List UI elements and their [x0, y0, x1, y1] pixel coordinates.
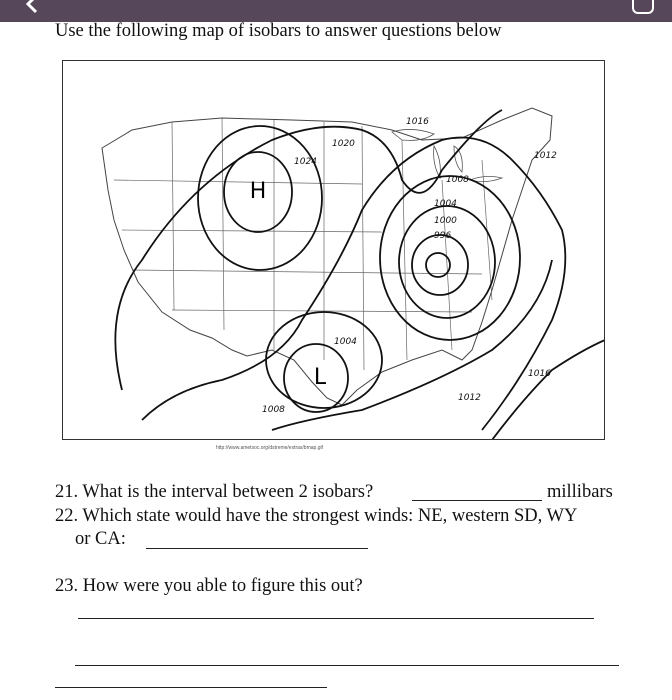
question-21-suffix: millibars [547, 482, 613, 502]
isobar-label: 1004 [334, 337, 357, 347]
square-icon[interactable] [632, 0, 654, 14]
isobar-label: 1020 [332, 139, 355, 149]
isobar-label: 1016 [528, 369, 551, 379]
isobar-label: 996 [434, 231, 452, 241]
question-22-line1: 22. Which state would have the strongest winds: NE, western SD, WY [55, 506, 578, 526]
high-pressure-symbol: H [249, 179, 267, 204]
question-23-answer-line[interactable] [78, 618, 594, 619]
top-bar [0, 0, 672, 22]
isobar-map [62, 60, 605, 440]
question-22-answer-blank[interactable] [146, 548, 368, 549]
isobar-label: 1012 [534, 151, 557, 161]
isobar-label: 1008 [262, 405, 285, 415]
isobar-label: 1000 [434, 216, 457, 226]
question-21: 21. What is the interval between 2 isobars? [55, 482, 374, 502]
question-21-answer-blank[interactable] [412, 500, 542, 501]
map-source-url: http://www.ametsoc.org/dstreme/extras/bmap.gif [216, 445, 323, 451]
question-22-line2: or CA: [75, 529, 126, 549]
question-23-answer-line[interactable] [75, 665, 619, 666]
isobar-label: 1004 [434, 199, 457, 209]
isobar-label: 1012 [458, 393, 481, 403]
isobar-label: 1016 [406, 117, 429, 127]
isobar-label: 1008 [446, 175, 469, 185]
isobar-label: 1024 [294, 157, 317, 167]
instruction-text: Use the following map of isobars to answer questions below [55, 21, 502, 41]
chevron-left-icon[interactable] [22, 0, 42, 14]
low-pressure-symbol: L [313, 365, 327, 390]
question-23: 23. How were you able to figure this out? [55, 576, 363, 596]
map-frame [62, 60, 605, 440]
question-23-answer-line[interactable] [55, 687, 327, 688]
